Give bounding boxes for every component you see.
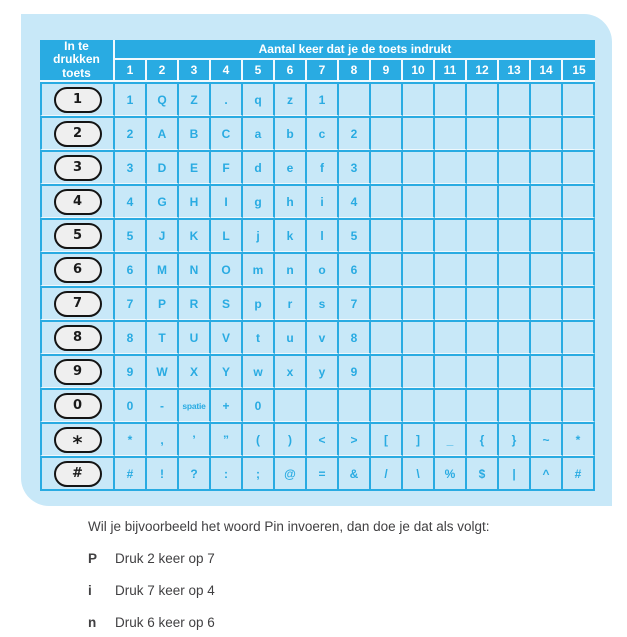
keycap-label: 4: [72, 194, 83, 210]
char-cell: 0: [243, 388, 275, 422]
char-cell: Y: [211, 354, 243, 388]
keycap-label: 3: [72, 160, 83, 176]
table-row-key-9: [40, 354, 595, 388]
empty-cell: [339, 388, 371, 422]
char-cell: h: [275, 184, 307, 218]
empty-cell: [499, 320, 531, 354]
char-cell: <: [307, 422, 339, 456]
char-cell: L: [211, 218, 243, 252]
key-cell: [40, 82, 115, 116]
empty-cell: [531, 82, 563, 116]
char-cell: 5: [115, 218, 147, 252]
char-cell: t: [243, 320, 275, 354]
char-cell: (: [243, 422, 275, 456]
char-cell: /: [371, 456, 403, 491]
table-row-key-#: [40, 456, 595, 491]
char-cell: \: [403, 456, 435, 491]
char-cell: X: [179, 354, 211, 388]
char-cell: i: [307, 184, 339, 218]
empty-cell: [563, 184, 595, 218]
table-row-key-6: [40, 252, 595, 286]
char-cell: g: [243, 184, 275, 218]
key-cell: [40, 354, 115, 388]
empty-cell: [467, 218, 499, 252]
char-cell: _: [435, 422, 467, 456]
empty-cell: [403, 150, 435, 184]
keycap-9: [54, 359, 102, 385]
empty-cell: [531, 320, 563, 354]
char-cell: :: [211, 456, 243, 491]
table-row-key-2: [40, 116, 595, 150]
char-cell: e: [275, 150, 307, 184]
char-cell: x: [275, 354, 307, 388]
example-steps: [88, 550, 490, 631]
char-cell: p: [243, 286, 275, 320]
empty-cell: [467, 116, 499, 150]
empty-cell: [435, 184, 467, 218]
char-cell: @: [275, 456, 307, 491]
empty-cell: [467, 320, 499, 354]
char-cell: d: [243, 150, 275, 184]
keypad-table: [40, 40, 595, 491]
char-cell: j: [243, 218, 275, 252]
keypad-panel: [21, 14, 612, 506]
empty-cell: [435, 218, 467, 252]
char-cell: Q: [147, 82, 179, 116]
empty-cell: [403, 320, 435, 354]
press-count-6: 6: [275, 60, 307, 82]
char-cell: q: [243, 82, 275, 116]
keycap-5: [54, 223, 102, 249]
empty-cell: [499, 218, 531, 252]
press-count-4: 4: [211, 60, 243, 82]
char-cell: R: [179, 286, 211, 320]
empty-cell: [403, 218, 435, 252]
char-cell: J: [147, 218, 179, 252]
key-cell: [40, 456, 115, 491]
keycap-7: [54, 291, 102, 317]
char-cell: 8: [115, 320, 147, 354]
step-letter: P: [88, 551, 98, 566]
empty-cell: [435, 252, 467, 286]
char-cell: 2: [115, 116, 147, 150]
char-cell: ;: [243, 456, 275, 491]
char-cell: D: [147, 150, 179, 184]
char-cell: w: [243, 354, 275, 388]
keycap-8: [54, 325, 102, 351]
char-cell: ?: [179, 456, 211, 491]
char-cell: G: [147, 184, 179, 218]
keycap-label: 5: [72, 228, 83, 244]
step-text: Druk 6 keer op 6: [115, 615, 215, 630]
empty-cell: [467, 286, 499, 320]
keycap-*: [54, 427, 102, 453]
key-cell: [40, 116, 115, 150]
empty-cell: [435, 82, 467, 116]
char-cell: r: [275, 286, 307, 320]
char-cell: -: [147, 388, 179, 422]
empty-cell: [435, 388, 467, 422]
press-count-13: 13: [499, 60, 531, 82]
empty-cell: [531, 388, 563, 422]
keycap-label: 2: [72, 126, 83, 142]
empty-cell: [371, 116, 403, 150]
empty-cell: [467, 252, 499, 286]
char-cell: 3: [115, 150, 147, 184]
char-cell: 7: [339, 286, 371, 320]
key-cell: [40, 252, 115, 286]
empty-cell: [275, 388, 307, 422]
char-cell: 1: [115, 82, 147, 116]
empty-cell: [563, 82, 595, 116]
char-cell: W: [147, 354, 179, 388]
char-cell: y: [307, 354, 339, 388]
empty-cell: [371, 354, 403, 388]
press-count-12: 12: [467, 60, 499, 82]
char-cell: !: [147, 456, 179, 491]
press-count-5: 5: [243, 60, 275, 82]
char-cell: T: [147, 320, 179, 354]
key-cell: [40, 218, 115, 252]
char-cell: S: [211, 286, 243, 320]
keycap-label: 1: [72, 92, 83, 108]
char-cell: spatie: [179, 388, 211, 422]
keycap-label: 8: [72, 330, 83, 346]
press-count-10: 10: [403, 60, 435, 82]
char-cell: 0: [115, 388, 147, 422]
press-count-number-row: [40, 60, 595, 82]
keycap-label: #: [72, 466, 83, 482]
empty-cell: [563, 388, 595, 422]
table-row-key-4: [40, 184, 595, 218]
char-cell: k: [275, 218, 307, 252]
empty-cell: [403, 252, 435, 286]
empty-cell: [435, 286, 467, 320]
char-cell: 6: [339, 252, 371, 286]
example-section: [88, 518, 490, 631]
table-row-key-8: [40, 320, 595, 354]
char-cell: ,: [147, 422, 179, 456]
press-count-15: 15: [563, 60, 595, 82]
char-cell: >: [339, 422, 371, 456]
char-cell: O: [211, 252, 243, 286]
char-cell: 9: [115, 354, 147, 388]
char-cell: 2: [339, 116, 371, 150]
char-cell: 4: [339, 184, 371, 218]
key-column-header: In te drukken toets: [40, 40, 115, 82]
char-cell: 4: [115, 184, 147, 218]
char-cell: #: [115, 456, 147, 491]
keycap-2: [54, 121, 102, 147]
empty-cell: [499, 184, 531, 218]
empty-cell: [531, 252, 563, 286]
key-cell: [40, 184, 115, 218]
empty-cell: [371, 82, 403, 116]
empty-cell: [467, 354, 499, 388]
char-cell: A: [147, 116, 179, 150]
empty-cell: [339, 82, 371, 116]
empty-cell: [531, 286, 563, 320]
char-cell: U: [179, 320, 211, 354]
empty-cell: [435, 320, 467, 354]
empty-cell: [371, 218, 403, 252]
char-cell: o: [307, 252, 339, 286]
empty-cell: [531, 116, 563, 150]
table-row-key-0: [40, 388, 595, 422]
keycap-3: [54, 155, 102, 181]
char-cell: H: [179, 184, 211, 218]
char-cell: ^: [531, 456, 563, 491]
char-cell: &: [339, 456, 371, 491]
char-cell: |: [499, 456, 531, 491]
step-letter: i: [88, 583, 92, 598]
example-step: [88, 582, 490, 599]
table-header: [40, 40, 595, 82]
example-step: [88, 550, 490, 567]
char-cell: m: [243, 252, 275, 286]
table-row-key-5: [40, 218, 595, 252]
char-cell: ]: [403, 422, 435, 456]
empty-cell: [371, 320, 403, 354]
empty-cell: [371, 388, 403, 422]
char-cell: ): [275, 422, 307, 456]
example-intro: Wil je bijvoorbeeld het woord Pin invoeren, dan doe je dat als volgt:: [88, 519, 490, 534]
char-cell: n: [275, 252, 307, 286]
char-cell: B: [179, 116, 211, 150]
step-letter: n: [88, 615, 97, 630]
char-cell: $: [467, 456, 499, 491]
header-row-top: [40, 40, 595, 60]
char-cell: [: [371, 422, 403, 456]
empty-cell: [563, 218, 595, 252]
press-count-11: 11: [435, 60, 467, 82]
char-cell: M: [147, 252, 179, 286]
char-cell: u: [275, 320, 307, 354]
key-cell: [40, 388, 115, 422]
char-cell: .: [211, 82, 243, 116]
keycap-6: [54, 257, 102, 283]
empty-cell: [563, 252, 595, 286]
keycap-4: [54, 189, 102, 215]
char-cell: z: [275, 82, 307, 116]
press-count-title: Aantal keer dat je de toets indrukt: [115, 40, 595, 60]
empty-cell: [531, 218, 563, 252]
press-count-14: 14: [531, 60, 563, 82]
keycap-label: 0: [72, 398, 83, 414]
step-text: Druk 2 keer op 7: [115, 551, 215, 566]
char-cell: K: [179, 218, 211, 252]
char-cell: a: [243, 116, 275, 150]
press-count-3: 3: [179, 60, 211, 82]
char-cell: 3: [339, 150, 371, 184]
keycap-label: *: [72, 431, 83, 454]
table-row-key-1: [40, 82, 595, 116]
key-cell: [40, 150, 115, 184]
char-cell: f: [307, 150, 339, 184]
empty-cell: [499, 252, 531, 286]
char-cell: *: [563, 422, 595, 456]
char-cell: *: [115, 422, 147, 456]
empty-cell: [371, 286, 403, 320]
keycap-label: 6: [72, 262, 83, 278]
keycap-0: [54, 393, 102, 419]
keycap-label: 7: [72, 296, 83, 312]
char-cell: v: [307, 320, 339, 354]
empty-cell: [403, 82, 435, 116]
char-cell: 6: [115, 252, 147, 286]
empty-cell: [403, 116, 435, 150]
char-cell: N: [179, 252, 211, 286]
table-row-key-3: [40, 150, 595, 184]
empty-cell: [467, 150, 499, 184]
char-cell: c: [307, 116, 339, 150]
table-row-key-*: [40, 422, 595, 456]
empty-cell: [403, 184, 435, 218]
char-cell: ”: [211, 422, 243, 456]
empty-cell: [499, 82, 531, 116]
char-cell: F: [211, 150, 243, 184]
empty-cell: [531, 184, 563, 218]
example-step: [88, 614, 490, 631]
empty-cell: [531, 354, 563, 388]
char-cell: E: [179, 150, 211, 184]
char-cell: Z: [179, 82, 211, 116]
char-cell: ~: [531, 422, 563, 456]
key-cell: [40, 422, 115, 456]
empty-cell: [499, 116, 531, 150]
char-cell: 1: [307, 82, 339, 116]
char-cell: ’: [179, 422, 211, 456]
char-cell: 5: [339, 218, 371, 252]
empty-cell: [371, 184, 403, 218]
char-cell: l: [307, 218, 339, 252]
char-cell: I: [211, 184, 243, 218]
char-cell: #: [563, 456, 595, 491]
empty-cell: [371, 150, 403, 184]
keycap-label: 9: [72, 364, 83, 380]
step-text: Druk 7 keer op 4: [115, 583, 215, 598]
press-count-2: 2: [147, 60, 179, 82]
empty-cell: [435, 116, 467, 150]
empty-cell: [531, 150, 563, 184]
char-cell: C: [211, 116, 243, 150]
char-cell: }: [499, 422, 531, 456]
empty-cell: [403, 388, 435, 422]
key-cell: [40, 320, 115, 354]
key-cell: [40, 286, 115, 320]
empty-cell: [499, 388, 531, 422]
press-count-7: 7: [307, 60, 339, 82]
char-cell: +: [211, 388, 243, 422]
empty-cell: [563, 354, 595, 388]
table-row-key-7: [40, 286, 595, 320]
empty-cell: [403, 354, 435, 388]
empty-cell: [435, 354, 467, 388]
table-body: [40, 82, 595, 491]
empty-cell: [499, 286, 531, 320]
empty-cell: [467, 184, 499, 218]
char-cell: =: [307, 456, 339, 491]
char-cell: P: [147, 286, 179, 320]
empty-cell: [403, 286, 435, 320]
empty-cell: [563, 320, 595, 354]
empty-cell: [435, 150, 467, 184]
empty-cell: [307, 388, 339, 422]
char-cell: 7: [115, 286, 147, 320]
keycap-1: [54, 87, 102, 113]
empty-cell: [563, 116, 595, 150]
empty-cell: [499, 354, 531, 388]
empty-cell: [467, 82, 499, 116]
char-cell: b: [275, 116, 307, 150]
char-cell: 8: [339, 320, 371, 354]
keycap-#: [54, 461, 102, 487]
char-cell: s: [307, 286, 339, 320]
empty-cell: [563, 150, 595, 184]
empty-cell: [563, 286, 595, 320]
press-count-9: 9: [371, 60, 403, 82]
press-count-1: 1: [115, 60, 147, 82]
char-cell: 9: [339, 354, 371, 388]
char-cell: {: [467, 422, 499, 456]
press-count-8: 8: [339, 60, 371, 82]
empty-cell: [467, 388, 499, 422]
empty-cell: [371, 252, 403, 286]
char-cell: %: [435, 456, 467, 491]
empty-cell: [499, 150, 531, 184]
char-cell: V: [211, 320, 243, 354]
